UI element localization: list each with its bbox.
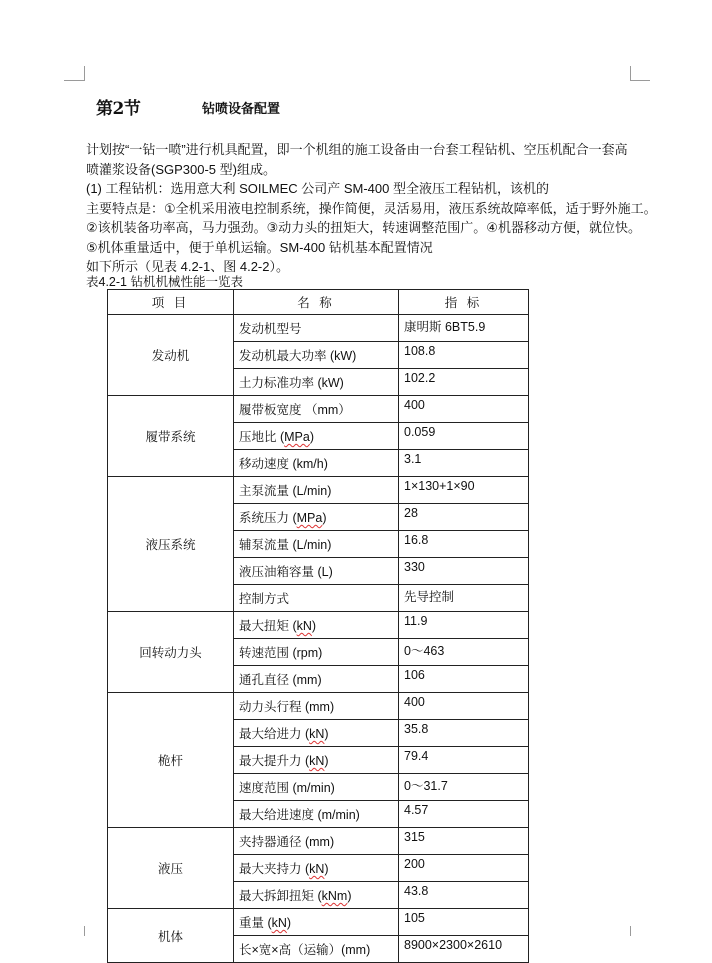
group-cell: 回转动力头 xyxy=(108,612,234,693)
value-cell: 105 xyxy=(399,909,529,936)
group-cell: 液压系统 xyxy=(108,477,234,612)
item-text: ) xyxy=(324,727,329,741)
group-cell: 桅杆 xyxy=(108,693,234,828)
body-line: ⑤机体重量适中，便于单机运输。SM-400 钻机基本配置情况 xyxy=(86,239,433,255)
crop-mark-bottom-left-v xyxy=(84,926,85,936)
spec-table xyxy=(107,289,529,963)
item-unit-text: kN xyxy=(309,754,325,768)
item-cell xyxy=(234,720,399,747)
item-text: 压地比 ( xyxy=(239,430,285,444)
item-cell xyxy=(234,504,399,531)
header-name: 名 称 xyxy=(234,290,399,315)
table-row xyxy=(108,909,529,936)
item-unit-text: kN xyxy=(296,619,312,633)
body-line: (1) 工程钻机：选用意大利 SOILMEC 公司产 SM-400 型全液压工程钻机，该机的 xyxy=(86,181,549,196)
header-value: 指 标 xyxy=(399,290,529,315)
body-line: 主要特点是：①全机采用液电控制系统，操作简便，灵活易用，液压系统故障率低，适于野外施工。 xyxy=(86,200,657,216)
item-text: 最大夹持力 ( xyxy=(239,862,310,876)
item-unit-text: kN xyxy=(271,916,287,930)
item-cell: 通孔直径 (mm) xyxy=(234,666,399,693)
item-cell: 土力标准功率 (kW) xyxy=(234,369,399,396)
section-number: 第2节 xyxy=(96,99,141,119)
crop-mark-top-right-v xyxy=(630,66,631,81)
value-cell: 16.8 xyxy=(399,531,529,558)
group-cell: 履带系统 xyxy=(108,396,234,477)
crop-mark-bottom-right-v xyxy=(630,926,631,936)
value-cell: 330 xyxy=(399,558,529,585)
value-cell: 康明斯 6BT5.9 xyxy=(399,315,529,342)
item-cell xyxy=(234,612,399,639)
table-row xyxy=(108,693,529,720)
value-cell: 79.4 xyxy=(399,747,529,774)
item-text: ) xyxy=(324,754,329,768)
value-cell: 4.57 xyxy=(399,801,529,828)
table-header-row xyxy=(108,290,529,315)
item-text: 重量 ( xyxy=(239,916,272,930)
body-line: 计划按“一钻一喷”进行机具配置，即一个机组的施工设备由一台套工程钻机、空压机配合一套高 xyxy=(86,142,628,157)
body-line: 如下所示（见表 4.2-1、图 4.2-2）。 xyxy=(86,259,289,274)
body-line: ②该机装备功率高，马力强劲。③动力头的扭矩大，转速调整范围广。④机器移动方便，就位快。 xyxy=(86,220,641,235)
table-row xyxy=(108,396,529,423)
item-cell: 夹持器通径 (mm) xyxy=(234,828,399,855)
item-text: ) xyxy=(286,916,292,930)
item-unit-text: MPa xyxy=(296,511,323,525)
table-caption: 表4.2-1 钻机机械性能一览表 xyxy=(86,275,243,289)
item-cell: 发动机型号 xyxy=(234,315,399,342)
item-cell xyxy=(234,423,399,450)
value-cell: 11.9 xyxy=(399,612,529,639)
value-cell: 315 xyxy=(399,828,529,855)
item-text: 最大提升力 ( xyxy=(239,754,310,768)
group-cell: 液压 xyxy=(108,828,234,909)
table-row xyxy=(108,315,529,342)
value-cell: 400 xyxy=(399,693,529,720)
table-row xyxy=(108,477,529,504)
item-cell: 最大给进速度 (m/min) xyxy=(234,801,399,828)
value-cell: 3.1 xyxy=(399,450,529,477)
item-cell: 发动机最大功率 (kW) xyxy=(234,342,399,369)
value-cell: 1×130+1×90 xyxy=(399,477,529,504)
item-cell: 速度范围 (m/min) xyxy=(234,774,399,801)
item-unit-text: MPa xyxy=(284,430,310,444)
crop-mark-top-left-v xyxy=(84,66,85,81)
item-text: 最大拆卸扭矩 ( xyxy=(239,889,322,903)
item-text: 最大扭矩 ( xyxy=(239,619,297,633)
item-text: ) xyxy=(347,889,352,903)
item-text: ) xyxy=(311,619,317,633)
value-cell: 106 xyxy=(399,666,529,693)
value-cell: 0～31.7 xyxy=(399,774,529,801)
item-cell: 转速范围 (rpm) xyxy=(234,639,399,666)
crop-mark-top-right-h xyxy=(630,80,650,81)
item-cell: 辅泵流量 (L/min) xyxy=(234,531,399,558)
value-cell: 先导控制 xyxy=(399,585,529,612)
value-cell: 102.2 xyxy=(399,369,529,396)
item-cell xyxy=(234,909,399,936)
item-unit-text: kN xyxy=(309,862,325,876)
item-cell: 主泵流量 (L/min) xyxy=(234,477,399,504)
value-cell: 400 xyxy=(399,396,529,423)
item-cell: 移动速度 (km/h) xyxy=(234,450,399,477)
item-cell xyxy=(234,747,399,774)
item-cell: 长×宽×高（运输）(mm) xyxy=(234,936,399,963)
item-cell xyxy=(234,855,399,882)
body-line: 喷灌浆设备(SGP300-5 型)组成。 xyxy=(86,161,276,177)
item-text: 系统压力 ( xyxy=(239,511,297,525)
section-title: 钻喷设备配置 xyxy=(202,101,281,116)
section-heading xyxy=(96,94,281,119)
item-text: ) xyxy=(309,430,315,444)
crop-mark-top-left-h xyxy=(64,80,84,81)
value-cell: 8900×2300×2610 xyxy=(399,936,529,963)
value-cell: 35.8 xyxy=(399,720,529,747)
item-text: ) xyxy=(324,862,329,876)
value-cell: 28 xyxy=(399,504,529,531)
item-text: ) xyxy=(322,511,327,525)
header-item: 项 目 xyxy=(108,290,234,315)
group-cell: 发动机 xyxy=(108,315,234,396)
table-row xyxy=(108,828,529,855)
item-cell xyxy=(234,882,399,909)
item-cell: 履带板宽度 （mm） xyxy=(234,396,399,423)
group-cell: 机体 xyxy=(108,909,234,963)
item-cell: 控制方式 xyxy=(234,585,399,612)
item-unit-text: kN xyxy=(309,727,325,741)
value-cell: 200 xyxy=(399,855,529,882)
value-cell: 0.059 xyxy=(399,423,529,450)
table-row xyxy=(108,612,529,639)
item-cell: 液压油箱容量 (L) xyxy=(234,558,399,585)
value-cell: 43.8 xyxy=(399,882,529,909)
table-body xyxy=(108,315,529,963)
item-text: 最大给进力 ( xyxy=(239,727,310,741)
body-paragraph xyxy=(86,140,657,276)
item-unit-text: kNm xyxy=(321,889,348,903)
value-cell: 108.8 xyxy=(399,342,529,369)
item-cell: 动力头行程 (mm) xyxy=(234,693,399,720)
value-cell: 0～463 xyxy=(399,639,529,666)
